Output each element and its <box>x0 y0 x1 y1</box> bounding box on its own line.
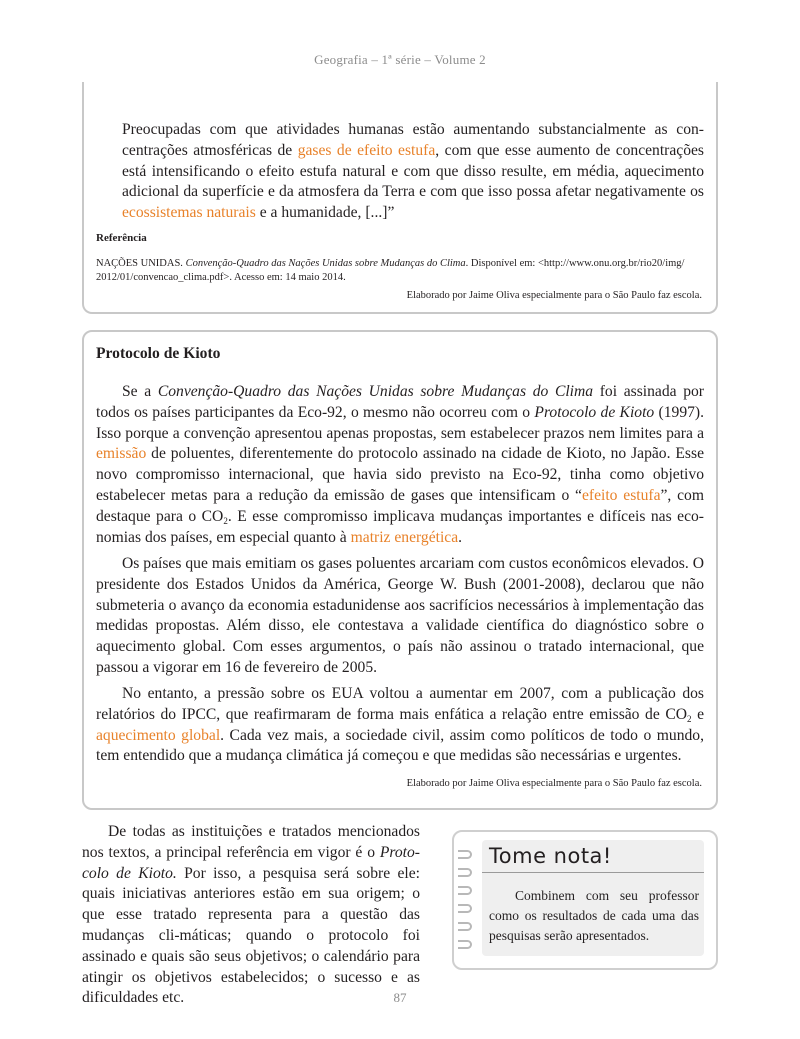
running-header: Geografia – 1ª série – Volume 2 <box>314 52 486 67</box>
text: . <box>458 528 463 546</box>
italic-text: Convenção-Quadro das Nações Unidas sobre Mudanças do Clima <box>157 383 594 400</box>
text: Combinem com seu professor como os resultados de cada uma das pesquisas serão apresentados. <box>489 888 699 943</box>
quote-text: Preocupadas com que atividades humanas estão aumentando substancialmente as con-centrações atmosféricas de <box>122 121 704 159</box>
text: Se a <box>122 383 158 400</box>
highlight-term[interactable]: ecossistemas naturais <box>122 204 256 222</box>
kyoto-paragraph-2: Os países que mais emitiam os gases poluentes arcariam com custos econômicos elevados. O presidente dos Estados Unidos da América, George W. Bush (2001-2008), declarou que não submeteria o avanço da economia estadunidense aos sacrifícios necessários à implementação das medidas propostas. Além disso, ele contestava a validade científica do diagnóstico sobre o aquecimento global. Com esses argumentos, o país não assinou o tratado internacional, que passou a vigorar em 16 de fevereiro de 2005. <box>96 555 704 676</box>
text: No entanto, a pressão sobre os EUA voltou a aumentar em 2007, com a publicação dos relatórios do IPCC, que reafirmaram de forma mais enfática a relação entre emissão de CO <box>96 685 704 723</box>
ring-icon <box>458 940 472 949</box>
text: . Cada vez mais, a sociedade civil, assim como políticos de todo o mundo, tem entendido que a mudança climática já começou e que medidas são necessárias e urgentes. <box>96 726 704 765</box>
reference-text <box>96 257 704 285</box>
note-text <box>489 886 699 946</box>
highlight-term[interactable]: matriz energética <box>350 528 459 546</box>
text: . E esse compromisso implicava mudanças importantes e difíceis nas eco-nomias dos países, em especial quanto à <box>96 507 704 546</box>
quote-text: e a humanidade, [...]” <box>255 204 395 222</box>
credit-line: Elaborado por Jaime Oliva especialmente para o São Paulo faz escola. <box>406 290 702 301</box>
kyoto-paragraph-3 <box>96 684 704 767</box>
kyoto-paragraph-1 <box>96 382 704 548</box>
body-paragraph <box>82 822 420 1009</box>
ring-icon <box>458 868 472 877</box>
highlight-term[interactable]: efeito estufa <box>581 486 661 504</box>
subscript: 2 <box>687 713 692 724</box>
text: (1997). Isso porque a convenção apresentou apenas propostas, sem estabelecer prazos nem limites para a <box>96 403 705 442</box>
reference-author: NAÇÕES UNIDAS. <box>96 258 186 269</box>
text: De todas as instituições e tratados mencionados nos textos, a principal referência em vigor é o <box>82 823 420 861</box>
italic-text: Protocolo de Kioto <box>534 403 655 421</box>
reference-source: . Disponível em: <http://www.onu.org.br/rio20/img/ 2012/01/convencao_clima.pdf>. Acesso em: 14 maio 2014. <box>96 258 685 283</box>
highlight-term[interactable]: aquecimento global <box>96 726 221 744</box>
reference-title: Referência <box>96 232 147 244</box>
ring-icon <box>458 904 472 913</box>
highlight-term[interactable]: gases de efeito estufa <box>297 141 436 159</box>
quote-paragraph <box>122 120 704 224</box>
text: ”, com destaque para o CO <box>96 486 704 525</box>
reference-work-title: Convenção-Quadro das Nações Unidas sobre Mudanças do Clima <box>185 258 466 269</box>
text: de poluentes, diferentemente do protocolo assinado na cidade de Kioto, no Japão. Esse novo compromisso internacional, que havia sido previsto na Eco-92, tinha como objetivo estabelecer metas para a redução da emissão de gases que intensificam o “ <box>96 445 704 504</box>
section-title: Protocolo de Kioto <box>96 345 221 362</box>
page-number: 87 <box>393 990 407 1005</box>
note-title: Tome nota! <box>489 844 612 868</box>
text: foi assinada por todos os países participantes da Eco-92, o mesmo não ocorreu com o <box>96 383 704 421</box>
subscript: 2 <box>223 515 228 526</box>
ring-icon <box>458 922 472 931</box>
ring-icon <box>458 850 472 859</box>
ring-icon <box>458 886 472 895</box>
quote-text: , com que esse aumento de concentrações está intensificando o efeito estufa natural e com que disso resulte, em média, aquecimento adicional da superfície e da atmosfera da Terra e com que isso possa afetar negativamente os <box>122 141 705 201</box>
text: Por isso, a pesquisa será sobre ele: quais iniciativas anteriores estão em sua origem; o que esse tratado representa para a questão das mudanças cli-máticas; quando o protocolo foi assinado e quais são seus objetivos; o calendário para atingir os objetivos estabelecidos; o sucesso e as dificuldades etc. <box>82 864 420 1007</box>
highlight-term[interactable]: emissão <box>96 445 147 463</box>
note-divider <box>482 872 704 873</box>
italic-text: Proto-colo de Kioto. <box>82 843 420 882</box>
credit-line: Elaborado por Jaime Oliva especialmente para o São Paulo faz escola. <box>406 778 702 789</box>
text: e <box>691 705 704 723</box>
